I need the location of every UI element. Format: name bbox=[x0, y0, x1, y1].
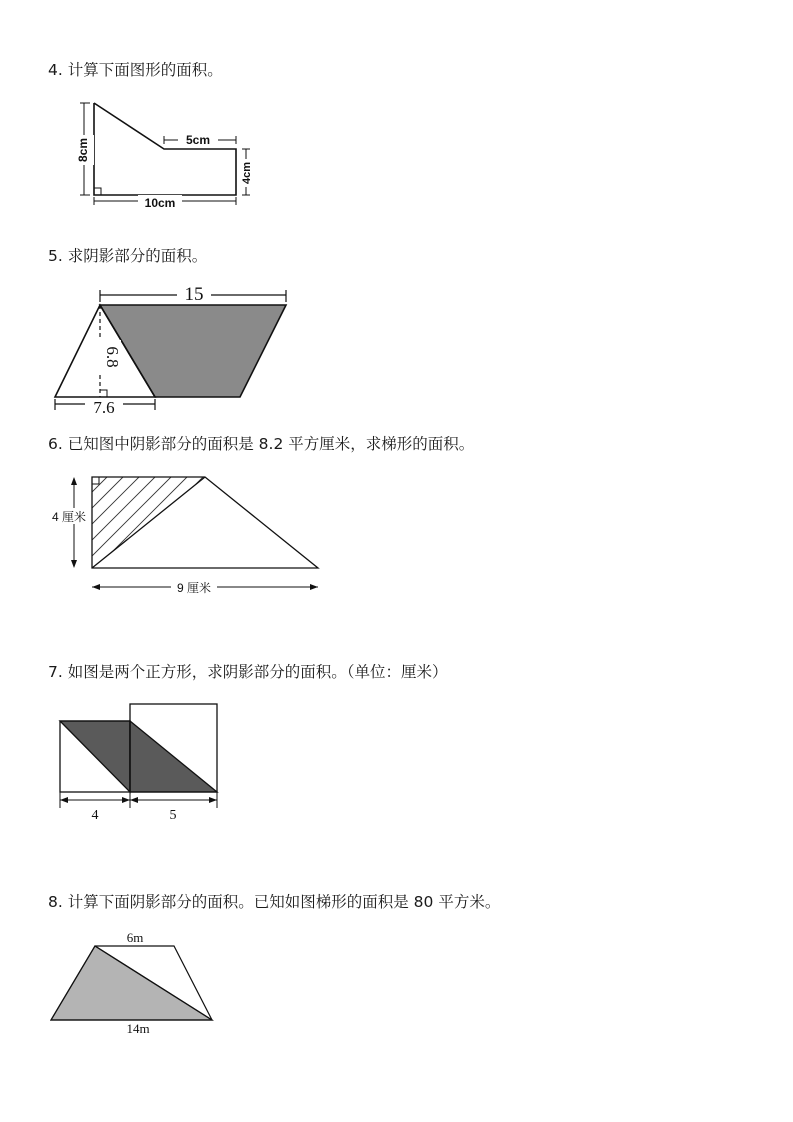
label-top: 15 bbox=[184, 284, 204, 305]
label-top: 5cm bbox=[185, 133, 211, 147]
question-text: 求阴影部分的面积。 bbox=[67, 247, 208, 265]
question-6 bbox=[48, 434, 474, 454]
label-bottom: 10cm bbox=[144, 196, 176, 210]
shaded-triangle bbox=[51, 946, 212, 1020]
shaded-triangle-large bbox=[130, 721, 217, 792]
question-text: 计算下面图形的面积。 bbox=[67, 61, 223, 79]
question-text: 如图是两个正方形，求阴影部分的面积。（单位：厘米） bbox=[67, 663, 448, 681]
label-right: 4cm bbox=[240, 161, 253, 185]
label-bottom: 9 厘米 bbox=[176, 581, 212, 595]
question-number: 8. bbox=[48, 893, 63, 911]
question-7 bbox=[48, 662, 448, 682]
label-large: 5 bbox=[169, 808, 177, 823]
question-number: 4. bbox=[48, 61, 63, 79]
label-top: 6m bbox=[126, 930, 144, 945]
question-number: 6. bbox=[48, 435, 63, 453]
figure-q7 bbox=[50, 695, 230, 830]
label-small: 4 bbox=[91, 808, 99, 823]
figure-q4 bbox=[70, 95, 270, 215]
label-left: 8cm bbox=[76, 137, 91, 163]
shaded-triangle bbox=[60, 721, 130, 792]
label-bottom: 14m bbox=[126, 1021, 150, 1036]
question-number: 7. bbox=[48, 663, 63, 681]
label-height: 6.8 bbox=[103, 346, 123, 368]
question-number: 5. bbox=[48, 247, 63, 265]
question-text: 计算下面阴影部分的面积。已知如图梯形的面积是 80 平方米。 bbox=[67, 893, 501, 911]
label-height: 4 厘米 bbox=[51, 510, 87, 524]
question-text: 已知图中阴影部分的面积是 8.2 平方厘米，求梯形的面积。 bbox=[67, 435, 475, 453]
label-bottom: 7.6 bbox=[93, 398, 115, 417]
figure-q8 bbox=[45, 925, 225, 1045]
question-8 bbox=[48, 892, 500, 912]
question-5 bbox=[48, 246, 207, 266]
figure-q6 bbox=[45, 470, 330, 605]
figure-outline bbox=[94, 103, 236, 195]
figure-q5 bbox=[45, 280, 305, 420]
question-4 bbox=[48, 60, 223, 80]
